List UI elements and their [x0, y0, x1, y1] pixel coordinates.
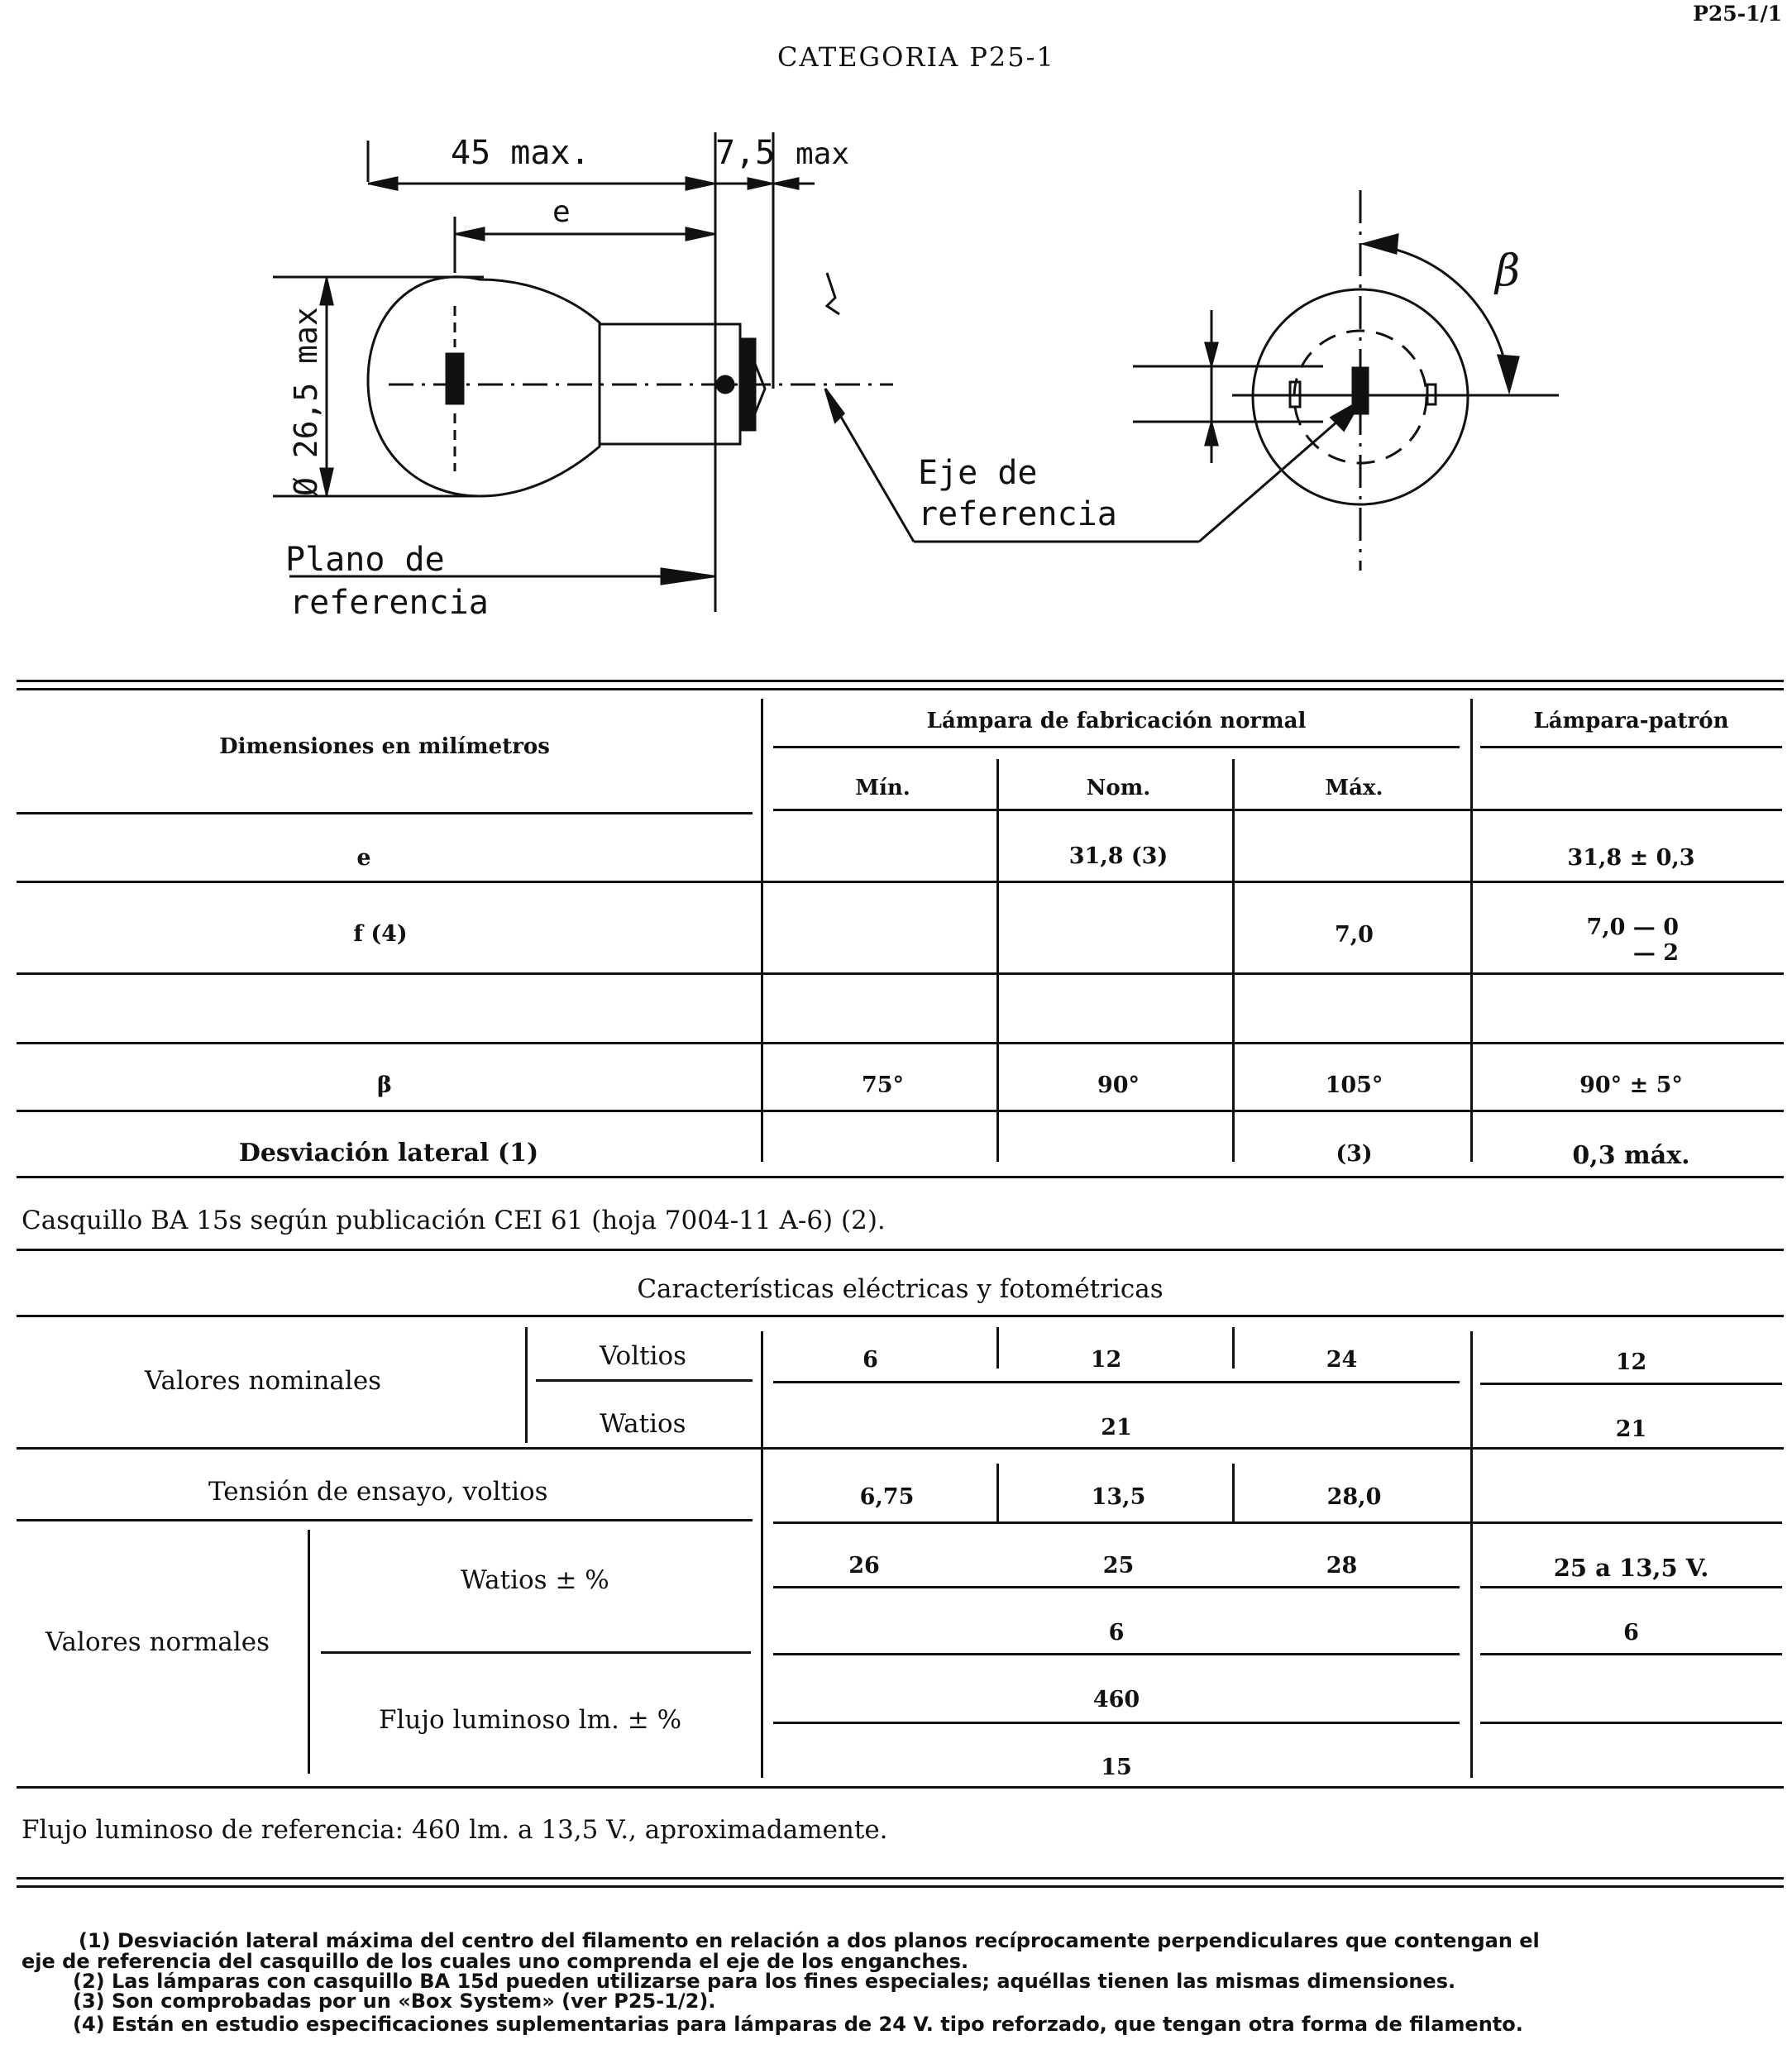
- dim-7-5-label: 7,5: [715, 134, 776, 172]
- flujo-pct: 15: [1101, 1755, 1132, 1780]
- rule-flujo-patron: [1480, 1722, 1782, 1724]
- volt-24: 24: [1326, 1347, 1358, 1373]
- rule-volt-values: [773, 1381, 1460, 1383]
- dim-diameter-label: Ø 26,5 max: [288, 307, 324, 496]
- row-desv-max: (3): [1336, 1141, 1373, 1167]
- watios-pct-label: Watios ± %: [461, 1565, 609, 1595]
- rule-row-beta: [17, 1110, 1784, 1112]
- row-f-label: f (4): [353, 921, 408, 947]
- watios-label: Watios: [600, 1409, 686, 1439]
- note-4: (4) Están en estudio especificaciones suplementarias para lámparas de 24 V. tipo reforzado, que tengan otra forma de filamento.: [73, 2013, 1523, 2036]
- row-beta-label: β: [377, 1072, 392, 1098]
- vline-main: [761, 699, 763, 1162]
- row-f-max: 7,0: [1335, 922, 1374, 948]
- watt-patron: 21: [1615, 1416, 1647, 1442]
- vline-volt-1: [996, 1327, 999, 1369]
- row-f-patron-top: 7,0 — 0: [1586, 915, 1679, 940]
- vline-patron: [1470, 699, 1473, 1162]
- dim-max-label: max: [796, 137, 850, 171]
- col-min-header: Mín.: [855, 776, 910, 800]
- tension-13-5: 13,5: [1091, 1484, 1146, 1510]
- rule-row-f: [17, 972, 1784, 975]
- watt-value: 21: [1101, 1415, 1132, 1440]
- row-f-patron-bottom: — 2: [1632, 940, 1679, 966]
- vline-elec-patron: [1470, 1331, 1473, 1778]
- category-title: CATEGORIA P25-1: [777, 41, 1055, 73]
- rule-nominales-bottom: [17, 1447, 1784, 1450]
- rule-row-e: [17, 881, 1784, 883]
- rule-header-bottom: [17, 812, 753, 814]
- rule-watt-normal-patron: [1480, 1586, 1782, 1588]
- voltios-label: Voltios: [600, 1341, 687, 1371]
- elec-title: Características eléctricas y fotométricas: [637, 1274, 1164, 1304]
- rule-watios-pct: [321, 1651, 751, 1654]
- vline-volt-2: [1232, 1327, 1235, 1369]
- note-1-line-2: eje de referencia del casquillo de los cuales uno comprenda el eje de los enganches.: [22, 1950, 969, 1973]
- vline-tens-2: [1232, 1464, 1235, 1523]
- rule-top-2: [17, 688, 1784, 690]
- rule-elec-top: [17, 1315, 1784, 1317]
- watt-normal-26: 26: [848, 1553, 880, 1579]
- col-nom-header: Nom.: [1086, 776, 1151, 800]
- watt-normal-25: 25: [1102, 1553, 1135, 1579]
- note-3: (3) Son comprobadas por un «Box System» (ver P25-1/2).: [73, 1990, 716, 2013]
- rule-notes-1: [17, 1877, 1784, 1880]
- row-e-label: e: [356, 845, 371, 871]
- beta-label: β: [1495, 246, 1521, 296]
- casquillo-text: Casquillo BA 15s según publicación CEI 61 (hoja 7004-11 A-6) (2).: [22, 1206, 886, 1235]
- group-normal-header: Lámpara de fabricación normal: [926, 709, 1307, 733]
- eje-label-2: referencia: [918, 495, 1117, 533]
- watt-pct-patron: 6: [1623, 1620, 1639, 1646]
- tension-label: Tensión de ensayo, voltios: [208, 1477, 548, 1507]
- note-2: (2) Las lámparas con casquillo BA 15d pueden utilizarse para los fines especiales; aquéllas tienen las mismas dimensiones.: [73, 1970, 1456, 1993]
- rule-watt-normal: [773, 1586, 1460, 1588]
- rule-row-empty: [17, 1042, 1784, 1044]
- page-id: P25-1/1: [1693, 2, 1782, 26]
- row-beta-patron: 90° ± 5°: [1579, 1072, 1683, 1098]
- flujo-label: Flujo luminoso lm. ± %: [379, 1705, 682, 1735]
- eje-label-1: Eje de: [918, 454, 1038, 492]
- rule-tension-bottom-cols: [773, 1521, 1782, 1524]
- watt-normal-28: 28: [1326, 1553, 1358, 1579]
- row-desv-patron: 0,3 máx.: [1572, 1141, 1690, 1170]
- row-e-patron: 31,8 ± 0,3: [1567, 845, 1695, 871]
- rule-voltios: [536, 1379, 753, 1382]
- rule-watt-pct-patron: [1480, 1653, 1782, 1655]
- valores-normales-label: Valores normales: [45, 1627, 270, 1657]
- row-desv-label: Desviación lateral (1): [238, 1139, 539, 1168]
- row-beta-nom: 90°: [1097, 1072, 1140, 1098]
- rule-tension-bottom: [17, 1519, 753, 1521]
- tension-6-75: 6,75: [859, 1484, 915, 1510]
- dim-title: Dimensiones en milímetros: [219, 734, 550, 759]
- rule-group-patron: [1480, 746, 1782, 748]
- vline-normales-split: [308, 1530, 310, 1774]
- plano-label-2: referencia: [289, 584, 489, 622]
- rule-row-desv: [17, 1176, 1784, 1178]
- dim-e-label: e: [552, 195, 571, 229]
- rule-watt-pct-value: [773, 1653, 1460, 1655]
- rule-top-1: [17, 680, 1784, 682]
- rule-group-normal: [773, 746, 1460, 748]
- rule-casquillo: [17, 1249, 1784, 1251]
- vline-nom: [996, 759, 999, 1162]
- plano-label-1: Plano de: [285, 541, 445, 579]
- flujo-ref-text: Flujo luminoso de referencia: 460 lm. a 13,5 V., aproximadamente.: [22, 1815, 888, 1845]
- watt-normal-patron: 25 a 13,5 V.: [1553, 1554, 1709, 1582]
- rule-notes-2: [17, 1885, 1784, 1888]
- lamp-drawing: [0, 0, 1792, 645]
- rule-flujo-value: [773, 1722, 1460, 1724]
- volt-patron: 12: [1615, 1349, 1647, 1375]
- vline-elec-main: [761, 1331, 763, 1778]
- row-beta-max: 105°: [1325, 1072, 1383, 1098]
- watt-pct-value: 6: [1108, 1620, 1125, 1646]
- rule-header-bottom-cols: [773, 809, 1782, 811]
- valores-nominales-label: Valores nominales: [145, 1366, 382, 1396]
- col-max-header: Máx.: [1325, 776, 1383, 800]
- row-e-nom: 31,8 (3): [1068, 843, 1168, 869]
- vline-nominal-split: [525, 1327, 528, 1443]
- rule-volt-patron: [1480, 1383, 1782, 1385]
- volt-12: 12: [1090, 1347, 1122, 1373]
- row-beta-min: 75°: [861, 1072, 905, 1098]
- flujo-value: 460: [1092, 1687, 1140, 1712]
- note-1-line-1: (1) Desviación lateral máxima del centro del filamento en relación a dos planos recíprocamente perpendiculares que contengan el: [79, 1929, 1540, 1952]
- vline-max: [1232, 759, 1235, 1162]
- group-patron-header: Lámpara-patrón: [1533, 709, 1729, 733]
- dim-45-label: 45 max.: [451, 134, 590, 172]
- tension-28-0: 28,0: [1326, 1484, 1382, 1510]
- rule-elec-bottom: [17, 1786, 1784, 1789]
- volt-6: 6: [863, 1347, 878, 1373]
